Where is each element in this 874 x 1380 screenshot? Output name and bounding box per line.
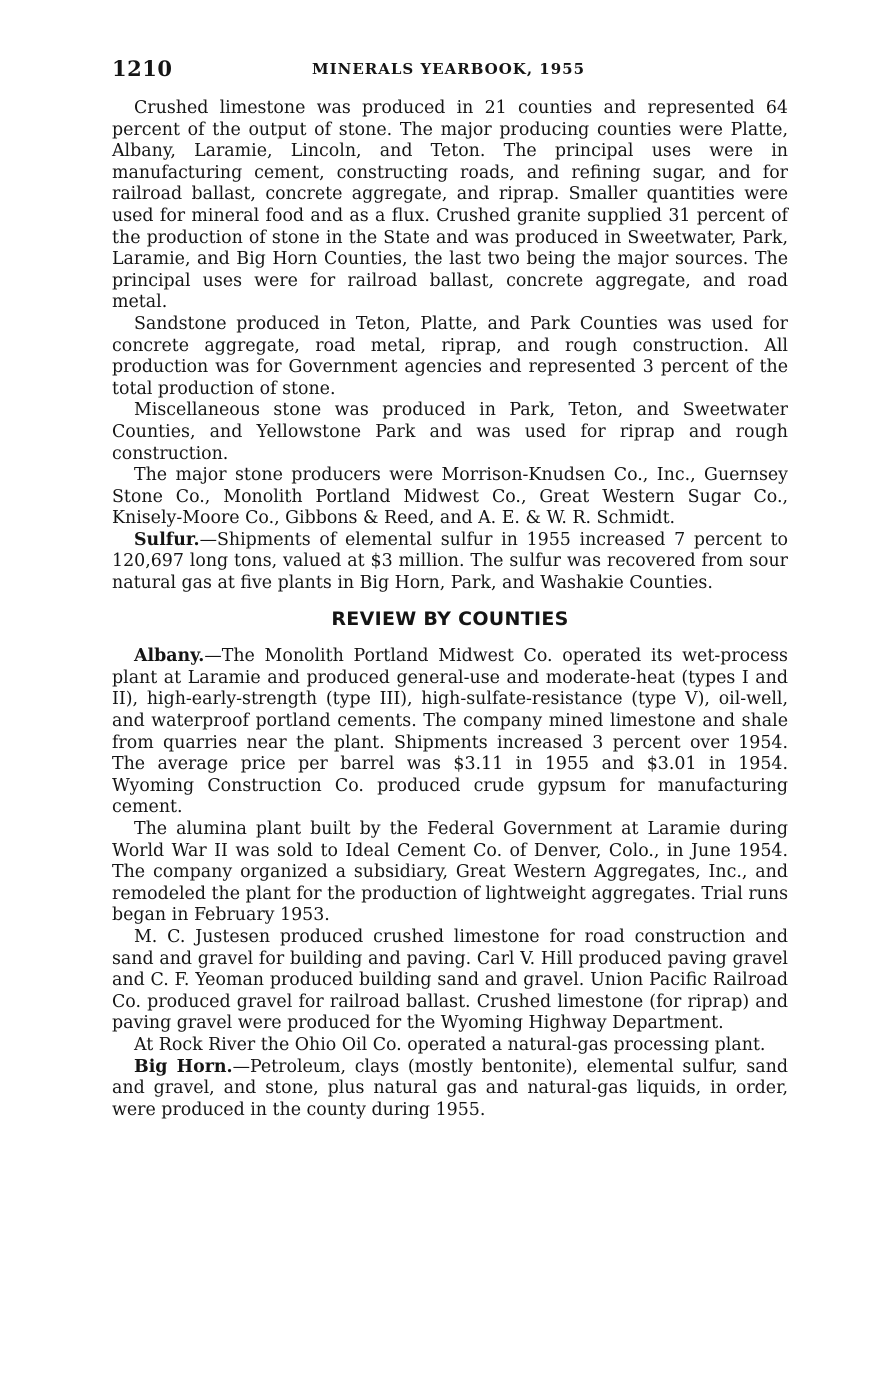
paragraph-sandstone: Sandstone produced in Teton, Platte, and Park Counties was used for concrete aggregate, road metal, riprap, and rough construction. All production was for Government agencies and represented 3 percent of the total production of stone. <box>112 313 788 399</box>
paragraph-sulfur <box>112 530 788 595</box>
paragraph-alumina-plant: The alumina plant built by the Federal Government at Laramie during World War II was sold to Ideal Cement Co. of Denver, Colo., in June 1954. The company organized a subsidiary, Great Western Aggregates, Inc., and remodeled the plant for the production of lightweight aggregates. Trial runs began in February 1953. <box>112 819 788 926</box>
albany-text: —The Monolith Portland Midwest Co. operated its wet-process plant at Laramie and produced general-use and moderate-heat (types I and II), high-early-strength (type III), high-sulfate-resistance (type V), oil-well, and waterproof portland cements. The company mined limestone and shale from quarries near the plant. Shipments increased 3 percent over 1954. The average price per barrel was $3.11 in 1955 and $3.01 in 1954. Wyoming Construction Co. produced crude gypsum for manufacturing cement. <box>112 646 788 818</box>
section-heading: REVIEW BY COUNTIES <box>331 607 569 630</box>
albany-lead: Albany. <box>134 646 205 667</box>
paragraph-big-horn <box>112 1057 788 1122</box>
page-number: 1210 <box>112 56 173 81</box>
sulfur-lead: Sulfur. <box>134 529 200 550</box>
paragraph-justesen: M. C. Justesen produced crushed limestone for road construction and sand and gravel for building and paving. Carl V. Hill produced paving gravel and C. F. Yeoman produced building sand and gravel. Union Pacific Railroad Co. produced gravel for railroad ballast. Crushed limestone (for riprap) and paving gravel were produced for the Wyoming Highway Department. <box>112 926 788 1034</box>
paragraph-crushed-limestone: Crushed limestone was produced in 21 counties and represented 64 percent of the output of stone. The major producing counties were Platte, Albany, Laramie, Lincoln, and Teton. The principal uses were in manufacturing cement, constructing roads, and refining sugar, and for railroad ballast, concrete aggregate, and riprap. Smaller quantities were used for mineral food and as a flux. Crushed granite supplied 31 percent of the production of stone in the State and was produced in Sweetwater, Park, Laramie, and Big Horn Counties, the last two being the major sources. The principal uses were for railroad ballast, concrete aggregate, and road metal. <box>112 98 788 313</box>
big-horn-lead: Big Horn. <box>134 1056 233 1077</box>
big-horn-text: —Petroleum, clays (mostly bentonite), elemental sulfur, sand and gravel, and stone, plus natural gas and natural-gas liquids, in order, were produced in the county during 1955. <box>112 1056 788 1120</box>
sulfur-text: —Shipments of elemental sulfur in 1955 increased 7 percent to 120,697 long tons, valued at $3 million. The sulfur was recovered from sour natural gas at five plants in Big Horn, Park, and Washakie Counties. <box>112 529 788 594</box>
body-text <box>112 98 788 1121</box>
paragraph-miscellaneous-stone: Miscellaneous stone was produced in Park, Teton, and Sweetwater Counties, and Yellowstone Park and was used for riprap and rough construction. <box>112 400 788 464</box>
paragraph-rock-river: At Rock River the Ohio Oil Co. operated a natural-gas processing plant. <box>134 1034 766 1055</box>
paragraph-albany <box>112 646 788 819</box>
paragraph-stone-producers: The major stone producers were Morrison-Knudsen Co., Inc., Guernsey Stone Co., Monolith Portland Midwest Co., Great Western Sugar Co., Knisely-Moore Co., Gibbons & Reed, and A. E. & W. R. Schmidt. <box>112 465 788 529</box>
page-header <box>112 56 784 84</box>
running-title: MINERALS YEARBOOK, 1955 <box>312 60 586 78</box>
